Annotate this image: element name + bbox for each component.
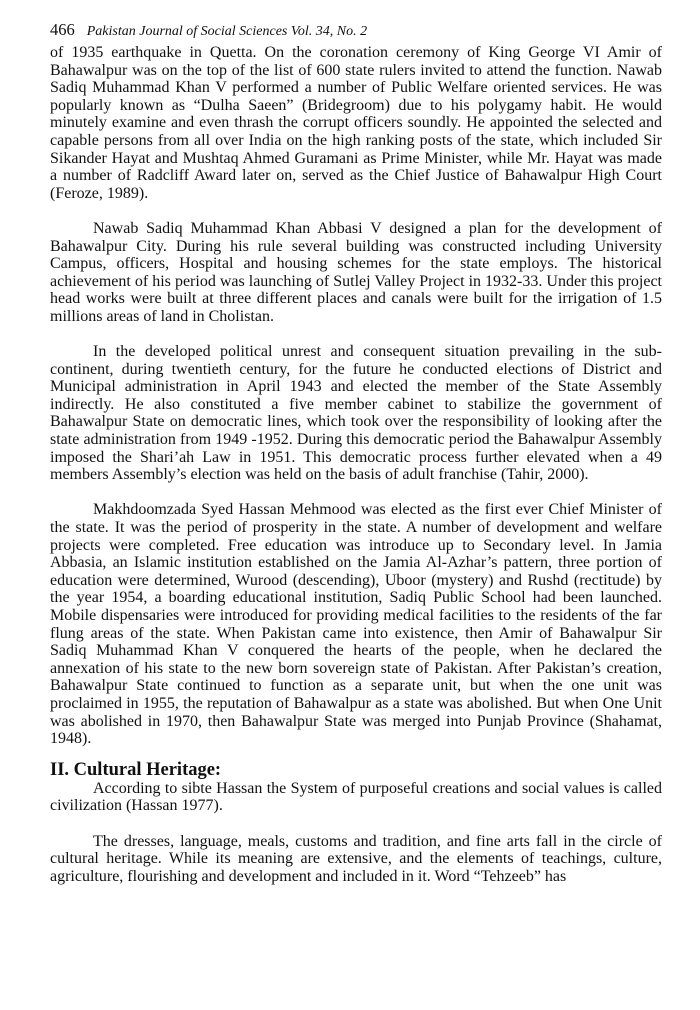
page-number: 466 <box>50 20 75 39</box>
paragraph-chief-minister: Makhdoomzada Syed Hassan Mehmood was elected as the first ever Chief Minister of the state. It was the period of prosperity in the state. A number of development and welfare projects were completed. Free education was introduce up to Secondary level. In Jamia Abbasia, an Islamic institution established on the Jamia Al-Azhar’s pattern, three portion of education were determined, Wurood (descending), Uboor (mystery) and Rushd (rectitude) by the year 1954, a boarding educational institution, Sadiq Public School had been launched. Mobile dispensaries were introduced for providing medical facilities to the residents of the far flung areas of the state. When Pakistan came into existence, then Amir of Bahawalpur Sir Sadiq Muhammad Khan V conquered the hearts of the people, when he declared the annexation of his state to the new born sovereign state of Pakistan. After Pakistan’s creation, Bahawalpur State continued to function as a separate unit, but when the one unit was proclaimed in 1955, the reputation of Bahawalpur as a state was abolished. But when One Unit was abolished in 1970, then Bahawalpur State was merged into Punjab Province (Shahamat, 1948). <box>50 501 662 748</box>
running-head <box>50 20 662 42</box>
paragraph-civilization: According to sibte Hassan the System of purposeful creations and social values is called civilization (Hassan 1977). <box>50 779 662 815</box>
section-heading: II. Cultural Heritage: <box>50 759 222 780</box>
journal-title: Pakistan Journal of Social Sciences Vol. 34, No. 2 <box>86 24 368 39</box>
paragraph-cultural-heritage: The dresses, language, meals, customs and tradition, and fine arts fall in the circle of cultural heritage. While its meaning are extensive, and the elements of teachings, culture, agriculture, flourishing and development and included in it. Word “Tehzeeb” has <box>50 832 662 885</box>
paragraph-continuation: of 1935 earthquake in Quetta. On the coronation ceremony of King George VI Amir of Bahawalpur was on the top of the list of 600 state rulers invited to attend the function. Nawab Sadiq Muhammad Khan V performed a number of Public Welfare oriented services. He was popularly known as “Dulha Saeen” (Bridegroom) due to his polygamy habit. He would minutely examine and even thrash the corrupt officers soundly. He appointed the selected and capable persons from all over India on the high ranking posts of the state, which included Sir Sikander Hayat and Mushtaq Ahmed Guramani as Prime Minister, while Mr. Hayat was made a number of Radcliff Award later on, served as the Chief Justice of Bahawalpur High Court (Feroze, 1989). <box>50 44 662 202</box>
paragraph-sutlej-project: Nawab Sadiq Muhammad Khan Abbasi V designed a plan for the development of Bahawalpur City. During his rule several building was constructed including University Campus, officers, Hospital and housing schemes for the state employs. The historical achievement of his period was launching of Sutlej Valley Project in 1932-33. Under this project head works were built at three different places and canals were built for the irrigation of 1.5 millions areas of land in Cholistan. <box>50 219 662 325</box>
page <box>50 20 662 885</box>
paragraph-political-reforms: In the developed political unrest and consequent situation prevailing in the sub-continent, during twentieth century, for the future he conducted elections of District and Municipal administration in April 1943 and elected the member of the State Assembly indirectly. He also constituted a five member cabinet to stabilize the government of Bahawalpur State on democratic lines, which took over the responsibility of looking after the state administration from 1949 -1952. During this democratic period the Bahawalpur Assembly imposed the Shari’ah Law in 1951. This democratic process further elevated when a 49 members Assembly’s election was held on the basis of adult franchise (Tahir, 2000). <box>50 343 662 484</box>
